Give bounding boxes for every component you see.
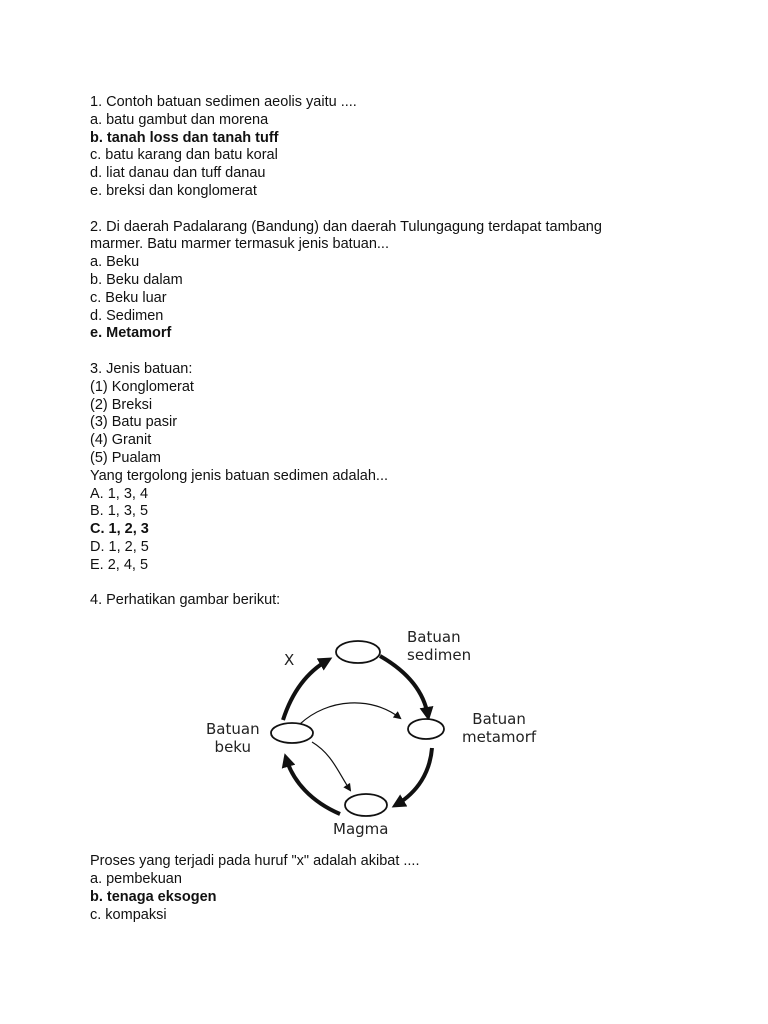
q2-option-c: c. Beku luar — [90, 289, 167, 306]
q3-item-2: (2) Breksi — [90, 396, 153, 413]
q2-option-e-answer: e. Metamorf — [90, 325, 172, 342]
q4-option-c: c. kompaksi — [90, 906, 167, 923]
label-magma: Magma — [333, 820, 389, 839]
arrow-beku-to-sedimen — [283, 660, 328, 720]
label-batuan-metamorf — [462, 710, 536, 746]
question-3-text: 3. Jenis batuan: — [90, 360, 193, 377]
arrow-sedimen-to-metamorf — [380, 656, 428, 716]
label-sedimen-line1: Batuan — [407, 628, 461, 647]
q1-option-a: a. batu gambut dan morena — [90, 111, 269, 128]
q3-option-e: E. 2, 4, 5 — [90, 556, 149, 573]
node-batuan-beku — [271, 723, 313, 743]
q3-item-3: (3) Batu pasir — [90, 414, 178, 431]
q1-option-c: c. batu karang dan batu koral — [90, 147, 278, 164]
q3-option-d: D. 1, 2, 5 — [90, 538, 149, 555]
label-batuan-beku — [206, 720, 260, 756]
arrow-magma-to-beku — [286, 758, 340, 814]
rock-cycle-diagram — [90, 622, 730, 847]
q1-option-b-answer: b. tanah loss dan tanah tuff — [90, 129, 279, 146]
label-batuan-sedimen — [407, 628, 471, 664]
arrow-metamorf-to-magma — [396, 748, 432, 805]
question-1-text: 1. Contoh batuan sedimen aeolis yaitu .... — [90, 94, 357, 110]
q3-item-4: (4) Granit — [90, 432, 152, 449]
label-sedimen-line2: sedimen — [407, 646, 472, 665]
q3-item-5: (5) Pualam — [90, 449, 161, 466]
q1-option-d: d. liat danau dan tuff danau — [90, 165, 266, 182]
node-batuan-sedimen — [336, 641, 380, 663]
arrow-beku-to-metamorf — [300, 703, 400, 724]
label-beku-line1: Batuan — [206, 720, 260, 739]
q1-option-e: e. breksi dan konglomerat — [90, 182, 257, 199]
q4-option-b-answer: b. tenaga eksogen — [90, 888, 217, 905]
question-2 — [90, 219, 730, 344]
question-3-prompt: Yang tergolong jenis batuan sedimen adalah... — [90, 467, 389, 484]
question-4 — [90, 592, 730, 924]
q3-item-1: (1) Konglomerat — [90, 378, 194, 395]
label-beku-line2: beku — [214, 738, 252, 757]
question-4-prompt: Proses yang terjadi pada huruf "x" adalah akibat .... — [90, 853, 420, 870]
label-x: X — [284, 651, 295, 670]
question-2-text-line2: marmer. Batu marmer termasuk jenis batuan... — [90, 236, 389, 253]
label-metamorf-line1: Batuan — [472, 710, 526, 729]
question-1 — [90, 94, 730, 201]
question-3 — [90, 361, 730, 575]
node-magma — [345, 794, 387, 816]
q2-option-b: b. Beku dalam — [90, 271, 183, 288]
question-4-text: 4. Perhatikan gambar berikut: — [90, 592, 281, 609]
quiz-document — [90, 94, 730, 924]
q3-option-a: A. 1, 3, 4 — [90, 485, 149, 502]
q3-option-c-answer: C. 1, 2, 3 — [90, 521, 149, 538]
q3-option-b: B. 1, 3, 5 — [90, 503, 149, 520]
arrow-beku-to-magma — [312, 742, 350, 790]
q2-option-d: d. Sedimen — [90, 307, 164, 324]
q4-option-a: a. pembekuan — [90, 870, 182, 887]
q2-option-a: a. Beku — [90, 254, 140, 271]
question-2-text-line1: 2. Di daerah Padalarang (Bandung) dan daerah Tulungagung terdapat tambang — [90, 218, 602, 235]
node-batuan-metamorf — [408, 719, 444, 739]
label-metamorf-line2: metamorf — [462, 728, 537, 747]
